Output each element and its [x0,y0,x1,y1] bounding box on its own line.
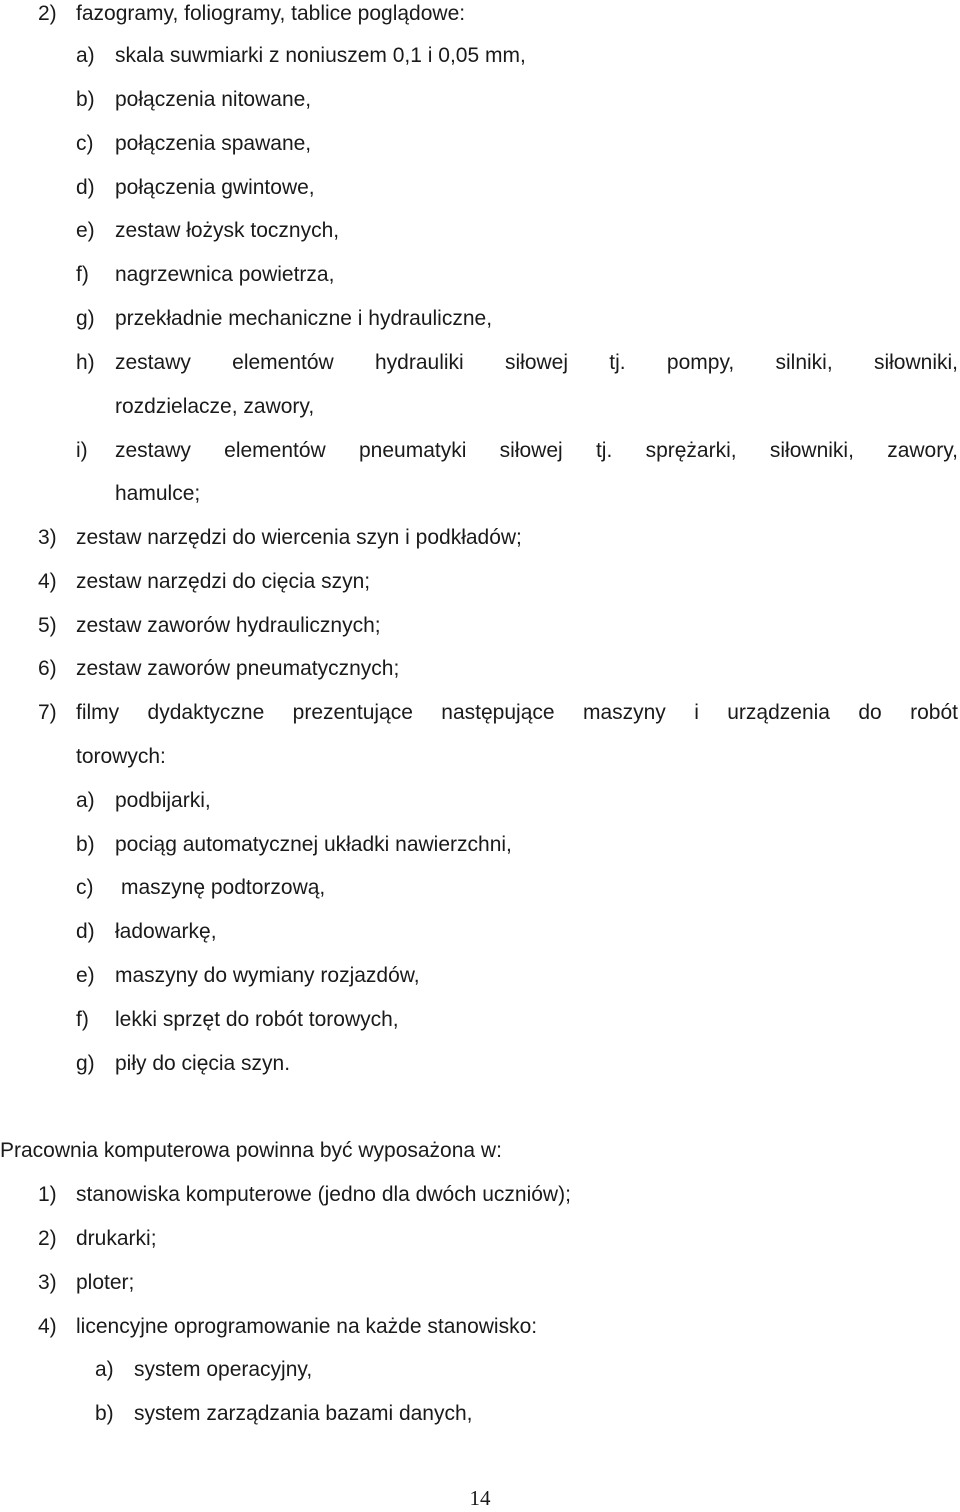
sublist-marker: d) [76,176,95,199]
sublist-marker: b) [76,833,95,856]
sublist-marker: h) [76,351,95,374]
page-number: 14 [469,1486,491,1510]
sublist-item-text-line1: zestawy elementów hydrauliki siłowej tj. pompy, silniki, siłowniki, [115,351,958,374]
sublist-item-text: system operacyjny, [134,1358,313,1381]
list-item-text: zestaw zaworów hydraulicznych; [76,614,381,637]
sublist-marker: f) [76,263,89,286]
list-marker: 1) [38,1183,57,1206]
sublist-marker: e) [76,964,95,987]
sublist-marker: e) [76,219,95,242]
sublist-item-text: podbijarki, [115,789,211,812]
sublist-marker: a) [76,789,95,812]
list-marker: 2) [38,2,57,25]
sublist-item-text-line2: hamulce; [115,482,201,505]
sublist-marker: g) [76,1052,95,1075]
list-marker: 5) [38,614,57,637]
list-item-text-line1: filmy dydaktyczne prezentujące następujące maszyny i urządzenia do robót [76,701,958,724]
sublist-item-text-line1: zestawy elementów pneumatyki siłowej tj. sprężarki, siłowniki, zawory, [115,439,958,462]
list-item-text: licencyjne oprogramowanie na każde stanowisko: [76,1315,538,1338]
sublist-marker: c) [76,876,94,899]
sublist-item-text: maszynę podtorzową, [121,876,326,899]
sublist-item-text: maszyny do wymiany rozjazdów, [115,964,420,987]
list-item-text-line2: torowych: [76,745,166,768]
sublist-marker: b) [95,1402,114,1425]
section-heading: Pracownia komputerowa powinna być wyposażona w: [0,1139,502,1162]
list-marker: 6) [38,657,57,680]
list-item-text: drukarki; [76,1227,157,1250]
sublist-item-text: system zarządzania bazami danych, [134,1402,473,1425]
list-item-text: zestaw zaworów pneumatycznych; [76,657,400,680]
sublist-marker: d) [76,920,95,943]
list-marker: 3) [38,1271,57,1294]
sublist-item-text: skala suwmiarki z noniuszem 0,1 i 0,05 mm, [115,44,526,67]
list-item-text: ploter; [76,1271,135,1294]
sublist-marker: f) [76,1008,89,1031]
sublist-item-text: zestaw łożysk tocznych, [115,219,340,242]
sublist-item-text-line2: rozdzielacze, zawory, [115,395,315,418]
list-item-text: fazogramy, foliogramy, tablice poglądowe: [76,2,466,25]
sublist-item-text: przekładnie mechaniczne i hydrauliczne, [115,307,493,330]
sublist-item-text: ładowarkę, [115,920,217,943]
sublist-marker: a) [76,44,95,67]
list-marker: 4) [38,1315,57,1338]
list-marker: 3) [38,526,57,549]
sublist-marker: g) [76,307,95,330]
list-marker: 4) [38,570,57,593]
sublist-item-text: połączenia gwintowe, [115,176,315,199]
sublist-item-text: pociąg automatycznej układki nawierzchni, [115,833,512,856]
list-marker: 7) [38,701,57,724]
list-item-text: stanowiska komputerowe (jedno dla dwóch uczniów); [76,1183,571,1206]
sublist-item-text: piły do cięcia szyn. [115,1052,291,1075]
sublist-item-text: połączenia spawane, [115,132,312,155]
list-marker: 2) [38,1227,57,1250]
sublist-item-text: lekki sprzęt do robót torowych, [115,1008,399,1031]
sublist-item-text: połączenia nitowane, [115,88,312,111]
sublist-marker: a) [95,1358,114,1381]
sublist-marker: b) [76,88,95,111]
sublist-item-text: nagrzewnica powietrza, [115,263,335,286]
sublist-marker: c) [76,132,94,155]
list-item-text: zestaw narzędzi do cięcia szyn; [76,570,371,593]
sublist-marker: i) [76,439,88,462]
list-item-text: zestaw narzędzi do wiercenia szyn i podkładów; [76,526,522,549]
